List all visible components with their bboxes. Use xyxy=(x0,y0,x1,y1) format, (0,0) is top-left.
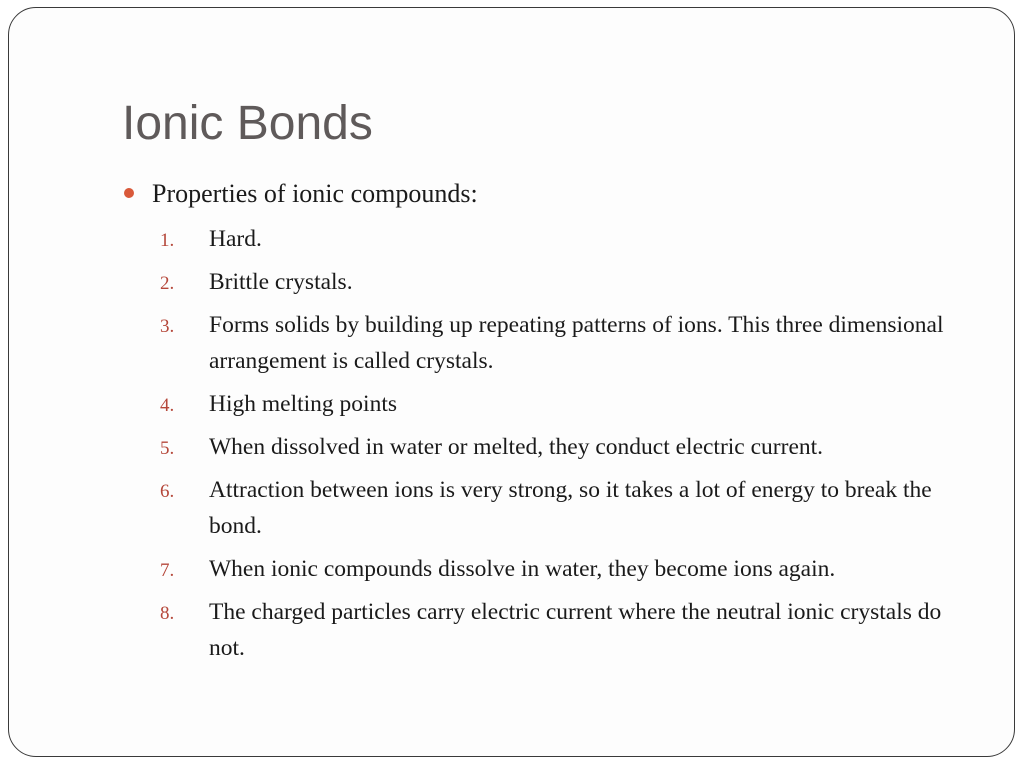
list-item xyxy=(122,221,982,257)
bullet-item xyxy=(122,176,982,212)
list-item xyxy=(122,307,982,379)
list-number: 5. xyxy=(160,438,175,459)
numbered-list xyxy=(122,221,982,666)
bullet-dot-icon xyxy=(124,188,134,198)
list-number: 8. xyxy=(160,603,175,624)
list-item-text: High melting points xyxy=(209,391,397,417)
list-item-text: Brittle crystals. xyxy=(209,269,353,295)
list-item-text: When ionic compounds dissolve in water, they become ions again. xyxy=(209,556,836,582)
list-item xyxy=(122,594,982,666)
list-number: 6. xyxy=(160,481,175,502)
list-number: 1. xyxy=(160,230,175,251)
list-number: 2. xyxy=(160,273,175,294)
list-item xyxy=(122,264,982,300)
list-item-text: Hard. xyxy=(209,226,262,252)
list-number: 7. xyxy=(160,560,175,581)
list-item xyxy=(122,472,982,544)
slide-frame xyxy=(8,7,1015,757)
list-item xyxy=(122,551,982,587)
list-item-text: Forms solids by building up repeating patterns of ions. This three dimensional arrangement is called crystals. xyxy=(209,312,944,374)
list-item-text: The charged particles carry electric current where the neutral ionic crystals do not. xyxy=(209,599,942,661)
list-item xyxy=(122,386,982,422)
list-item-text: Attraction between ions is very strong, so it takes a lot of energy to break the bond. xyxy=(209,477,932,539)
list-item-text: When dissolved in water or melted, they conduct electric current. xyxy=(209,434,824,460)
list-item xyxy=(122,429,982,465)
list-number: 3. xyxy=(160,316,175,337)
slide-content xyxy=(122,176,982,673)
bullet-text: Properties of ionic compounds: xyxy=(152,179,478,208)
slide-title: Ionic Bonds xyxy=(122,97,373,150)
list-number: 4. xyxy=(160,395,175,416)
